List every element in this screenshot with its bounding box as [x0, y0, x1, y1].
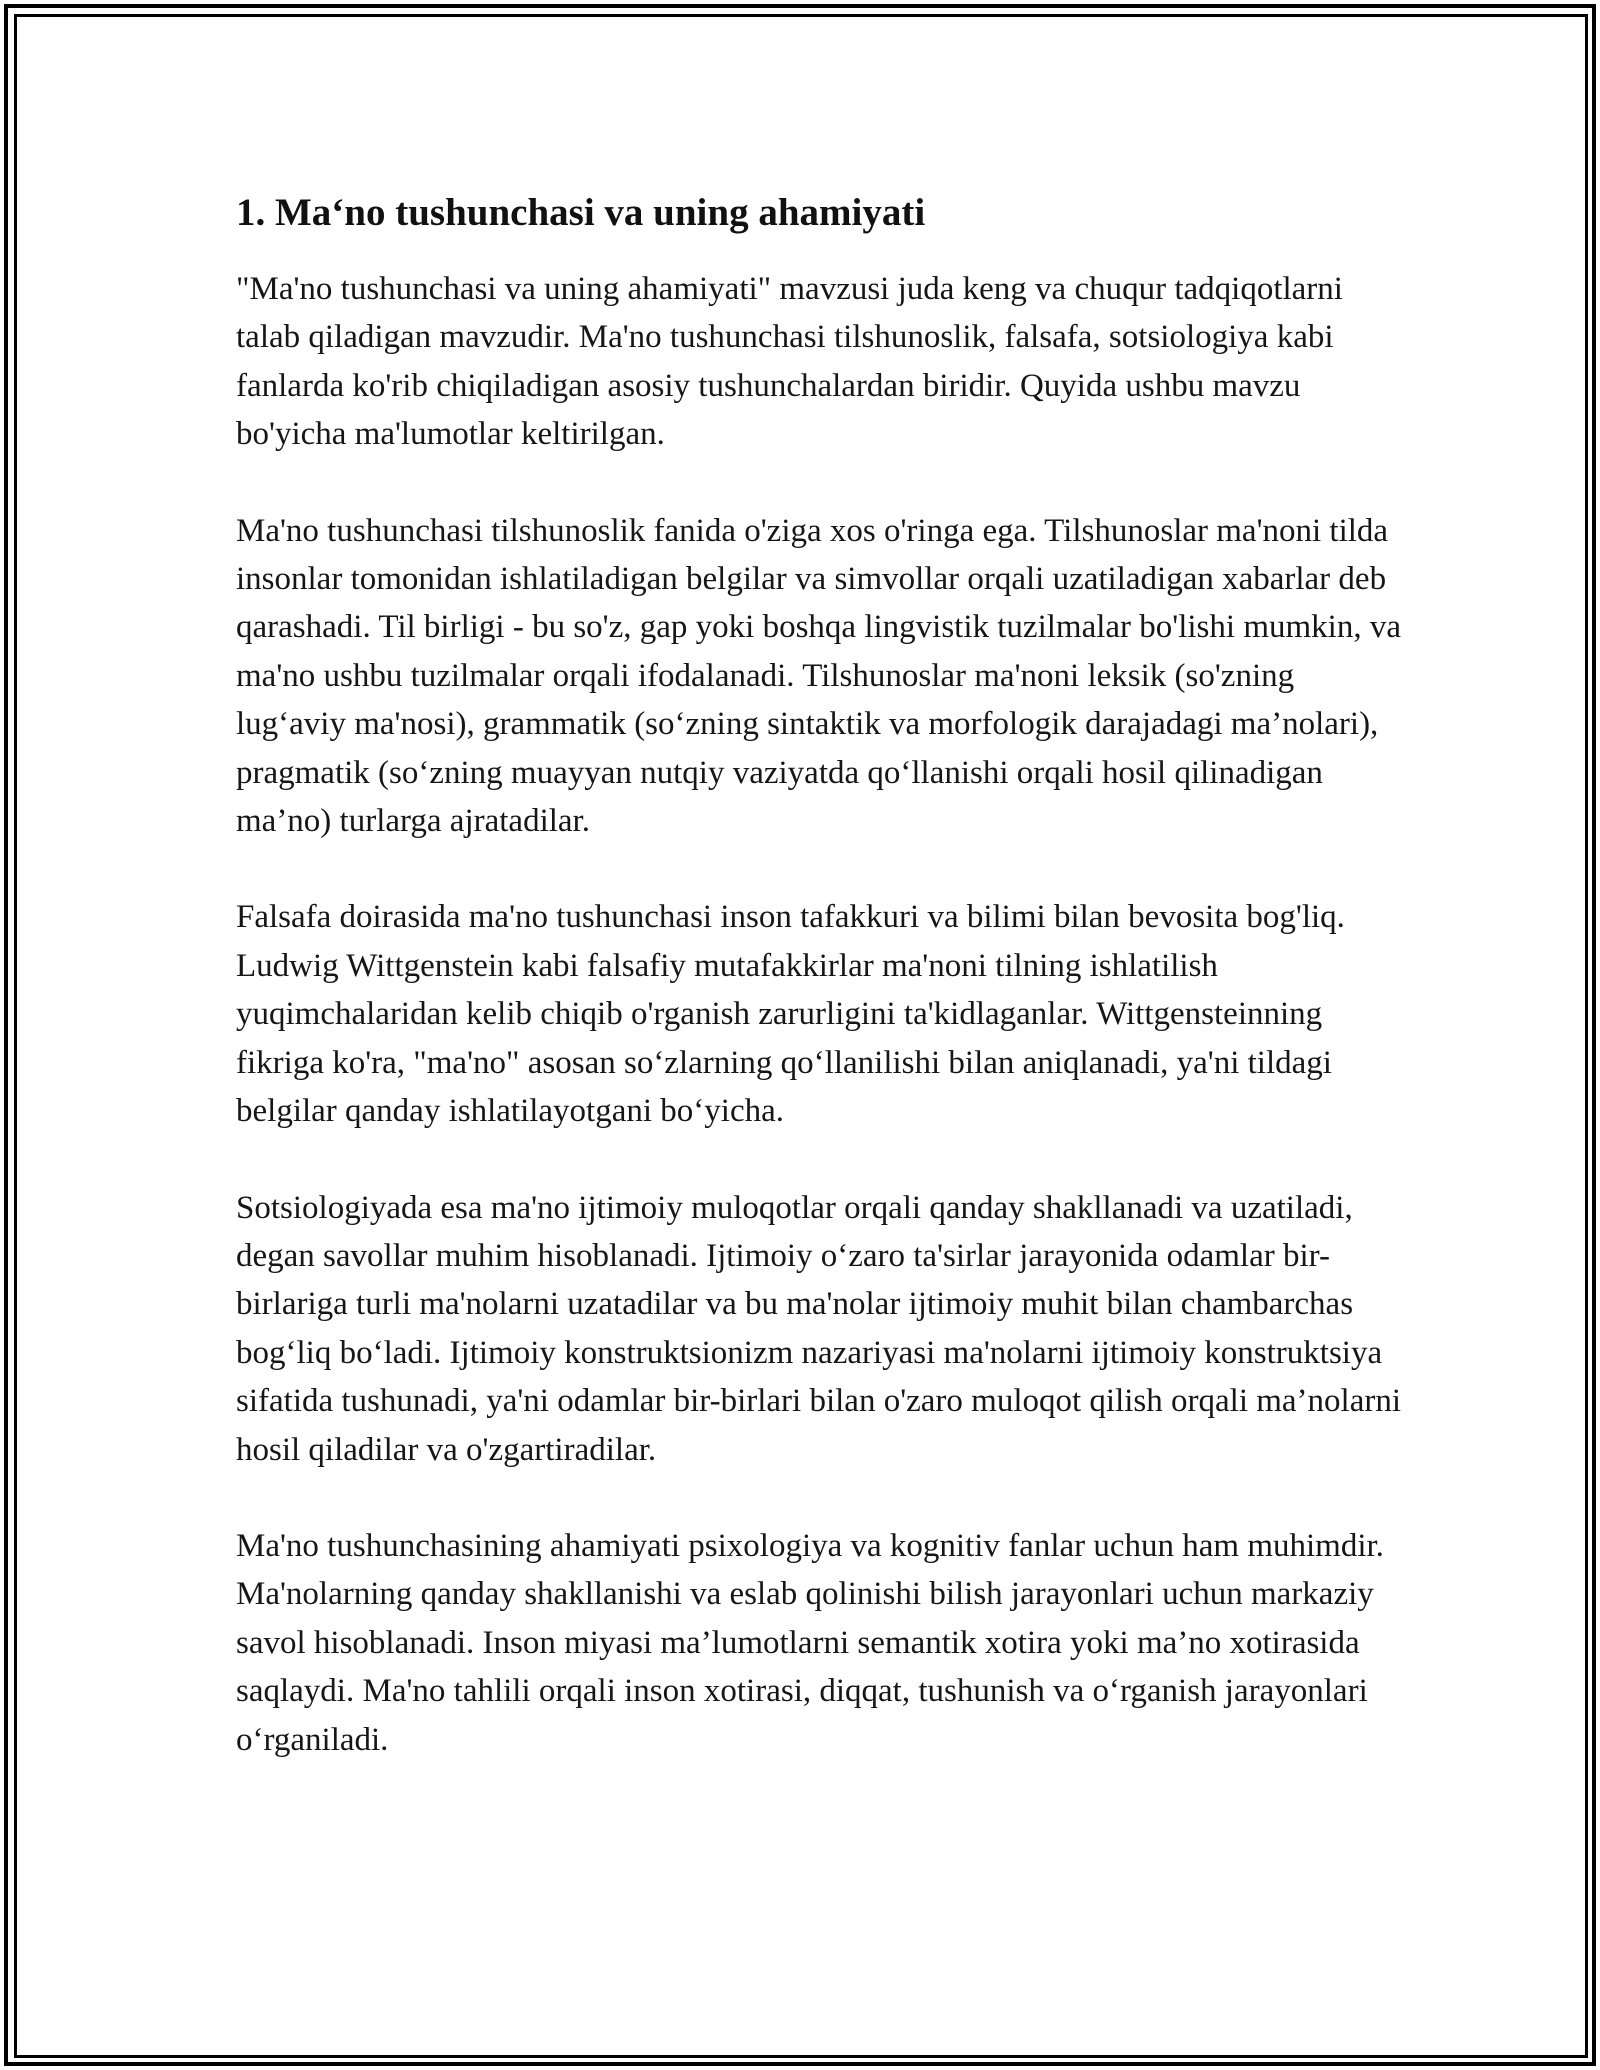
paragraph-psychology: Ma'no tushunchasining ahamiyati psixologiya va kognitiv fanlar uchun ham muhimdir. Ma'nolarning qanday shakllanishi va eslab qolinishi bilish jarayonlari uchun markaziy savol hisoblanadi. Inson miyasi ma’lumotlarni semantik xotira yoki ma’no xotirasida saqlaydi. Ma'no tahlili orqali inson xotirasi, diqqat, tushunish va o‘rganish jarayonlari o‘rganiladi. — [236, 1527, 1384, 1758]
paragraph-intro: "Ma'no tushunchasi va uning ahamiyati" mavzusi juda keng va chuqur tadqiqotlarni talab qiladigan mavzudir. Ma'no tushunchasi tilshunoslik, falsafa, sotsiologiya kabi fanlarda ko'rib chiqiladigan asosiy tushunchalardan biridir. Quyida ushbu mavzu bo'yicha ma'lumotlar keltirilgan. — [236, 271, 1343, 453]
paragraph-sociology: Sotsiologiyada esa ma'no ijtimoiy muloqotlar orqali qanday shakllanadi va uzatiladi, degan savollar muhim hisoblanadi. Ijtimoiy o‘zaro ta'sirlar jarayonida odamlar bir-birlariga turli ma'nolarni uzatadilar va bu ma'nolar ijtimoiy muhit bilan chambarchas bog‘liq bo‘ladi. Ijtimoiy konstruktsionizm nazariyasi ma'nolarni ijtimoiy konstruktsiya sifatida tushunadi, ya'ni odamlar bir-birlari bilan o'zaro muloqot qilish orqali ma’nolarni hosil qiladilar va o'zgartiradilar. — [236, 1189, 1402, 1468]
paragraph-linguistics: Ma'no tushunchasi tilshunoslik fanida o'ziga xos o'ringa ega. Tilshunoslar ma'noni tilda insonlar tomonidan ishlatiladigan belgilar va simvollar orqali uzatiladigan xabarlar deb qarashadi. Til birligi - bu so'z, gap yoki boshqa lingvistik tuzilmalar bo'lishi mumkin, va ma'no ushbu tuzilmalar orqali ifodalanadi. Tilshunoslar ma'noni leksik (so'zning lug‘aviy ma'nosi), grammatik (so‘zning sintaktik va morfologik darajadagi ma’nolari), pragmatik (so‘zning muayyan nutqiy vaziyatda qo‘llanishi orqali hosil qilinadigan ma’no) turlarga ajratadilar. — [236, 512, 1401, 840]
paragraph-philosophy: Falsafa doirasida ma'no tushunchasi inson tafakkuri va bilimi bilan bevosita bog'liq. Ludwig Wittgenstein kabi falsafiy mutafakkirlar ma'noni tilning ishlatilish yuqimchalaridan kelib chiqib o'rganish zarurligini ta'kidlaganlar. Wittgensteinning fikriga ko'ra, "ma'no" asosan so‘zlarning qo‘llanilishi bilan aniqlanadi, ya'ni tildagi belgilar qanday ishlatilayotgani bo‘yicha. — [236, 899, 1345, 1130]
section-heading: 1. Ma‘no tushunchasi va uning ahamiyati — [236, 191, 926, 234]
document-body — [236, 187, 1406, 1812]
